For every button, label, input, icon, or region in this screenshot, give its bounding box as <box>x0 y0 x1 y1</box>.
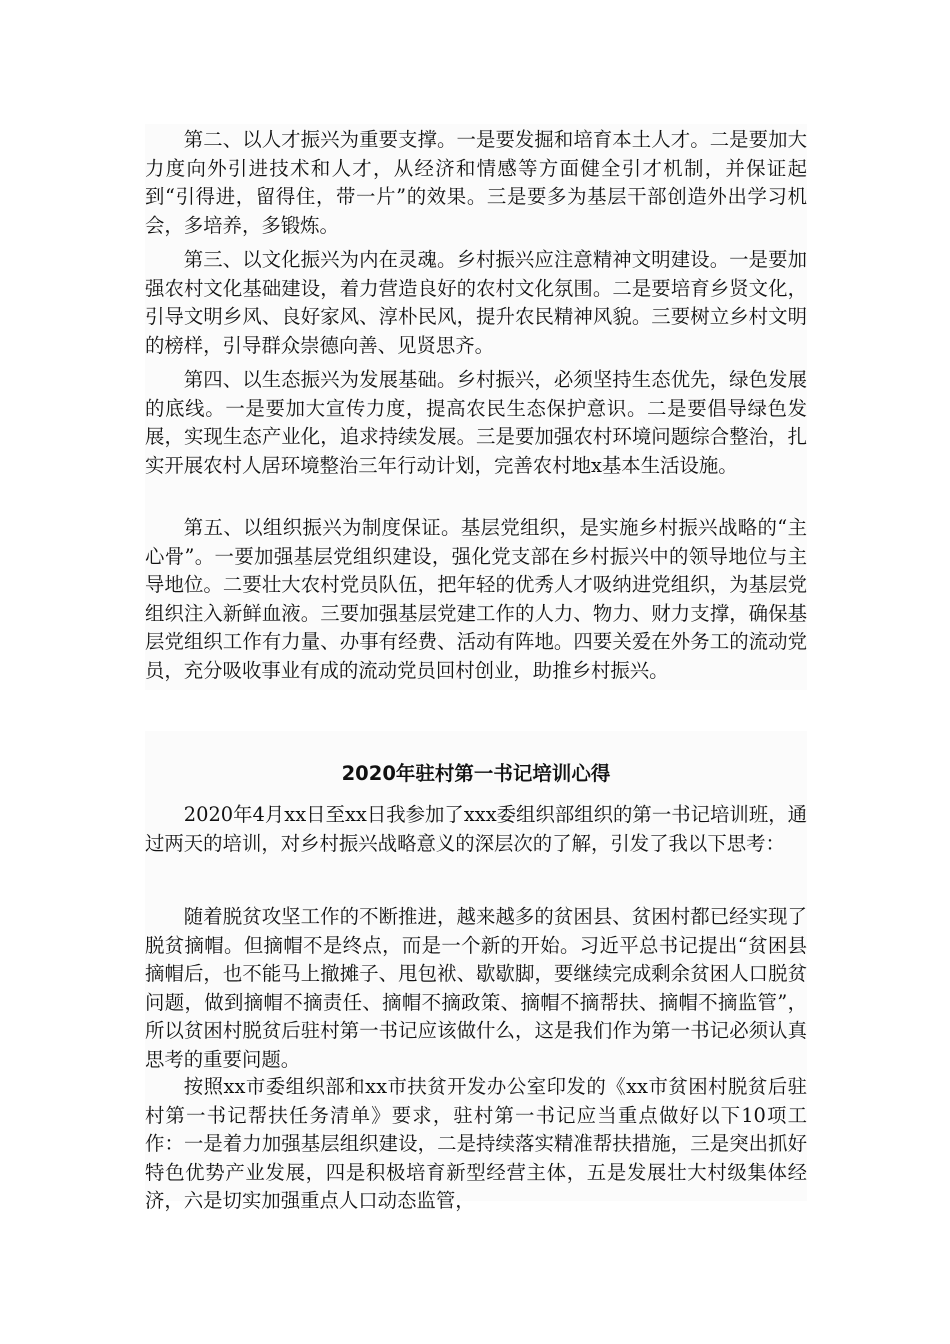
paragraph-ecology: 第四、以生态振兴为发展基础。乡村振兴，必须坚持生态优先，绿色发展的底线。一是要加大宣传力度，提高农民生态保护意识。二是要倡导绿色发展，实现生态产业化，追求持续发展。三是要加强农村环境问题综合整治，扎实开展农村人居环境整治三年行动计划，完善农村地x基本生活设施。 <box>145 368 807 477</box>
article-paragraph-intro: 2020年4月xx日至xx日我参加了xxx委组织部组织的第一书记培训班，通过两天的培训，对乡村振兴战略意义的深层次的了解，引发了我以下思考： <box>145 803 807 855</box>
article-title: 2020年驻村第一书记培训心得 <box>341 762 611 785</box>
article-paragraph-poverty: 随着脱贫攻坚工作的不断推进，越来越多的贫困县、贫困村都已经实现了脱贫摘帽。但摘帽不是终点，而是一个新的开始。习近平总书记提出“贫困县摘帽后，也不能马上撤摊子、甩包袱、歇歇脚，要继续完成剩余贫困人口脱贫问题，做到摘帽不摘责任、摘帽不摘政策、摘帽不摘帮扶、摘帽不摘监管”，所以贫困村脱贫后驻村第一书记应该做什么，这是我们作为第一书记必须认真思考的重要问题。 <box>145 905 807 1071</box>
paragraph-culture: 第三、以文化振兴为内在灵魂。乡村振兴应注意精神文明建设。一是要加强农村文化基础建设，着力营造良好的农村文化氛围。二是要培育乡贤文化，引导文明乡风、良好家风、淳朴民风，提升农民精神风貌。三要树立乡村文明的榜样，引导群众崇德向善、见贤思齐。 <box>145 248 807 357</box>
paragraph-talent: 第二、以人才振兴为重要支撑。一是要发掘和培育本土人才。二是要加大力度向外引进技术和人才，从经济和情感等方面健全引才机制，并保证起到“引得进，留得住，带一片”的效果。三是要多为基层干部创造外出学习机会，多培养，多锻炼。 <box>145 128 807 237</box>
article-paragraph-tasks: 按照xx市委组织部和xx市扶贫开发办公室印发的《xx市贫困村脱贫后驻村第一书记帮扶任务清单》要求，驻村第一书记应当重点做好以下10项工作：一是着力加强基层组织建设，二是持续落实精准帮扶措施，三是突出抓好特色优势产业发展，四是积极培育新型经营主体，五是发展壮大村级集体经济，六是切实加强重点人口动态监管， <box>145 1075 807 1213</box>
paragraph-organization: 第五、以组织振兴为制度保证。基层党组织，是实施乡村振兴战略的“主心骨”。一要加强基层党组织建设，强化党支部在乡村振兴中的领导地位与主导地位。二要壮大农村党员队伍，把年轻的优秀人才吸纳进党组织，为基层党组织注入新鲜血液。三要加强基层党建工作的人力、物力、财力支撑，确保基层党组织工作有力量、办事有经费、活动有阵地。四要关爱在外务工的流动党员，充分吸收事业有成的流动党员回村创业，助推乡村振兴。 <box>145 516 807 682</box>
